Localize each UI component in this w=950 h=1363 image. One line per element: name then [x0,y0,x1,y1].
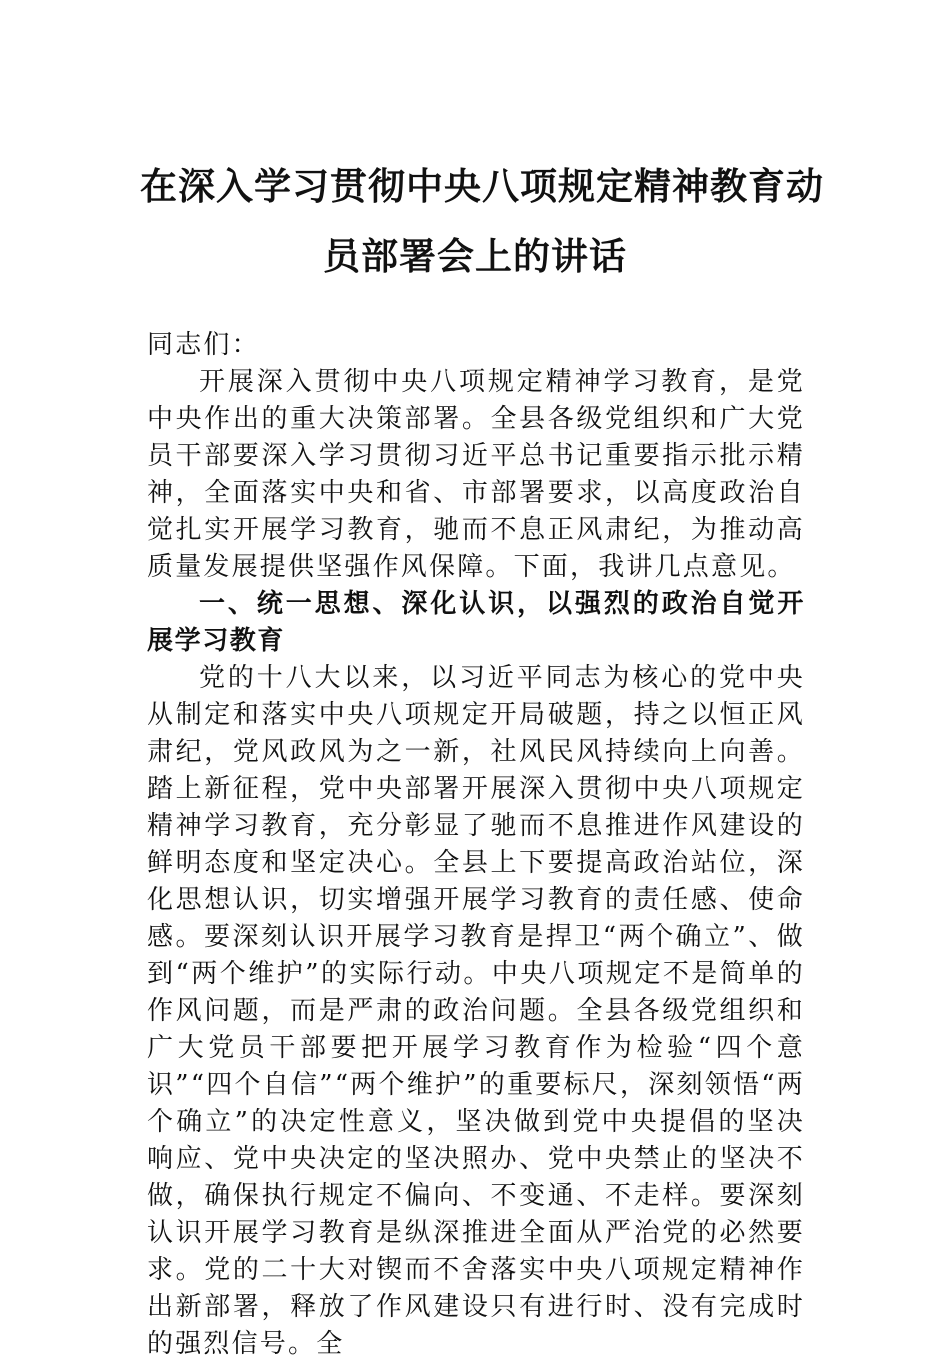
document-title-line-2: 员部署会上的讲话 [323,234,627,278]
salutation: 同志们： [147,330,260,360]
paragraph-section-1: 党的十八大以来，以习近平同志为核心的党中央从制定和落实中央八项规定开局破题，持之以恒正风肃纪，党风政风为之一新，社风民风持续向上向善。踏上新征程，党中央部署开展深入贯彻中央八项规定精神学习教育，充分彰显了驰而不息推进作风建设的鲜明态度和坚定决心。全县上下要提高政治站位，深化思想认识，切实增强开展学习教育的责任感、使命感。要深刻认识开展学习教育是捍卫“两个确立”、做到“两个维护”的实际行动。中央八项规定不是简单的作风问题，而是严肃的政治问题。全县各级党组织和广大党员干部要把开展学习教育作为检验“四个意识”“四个自信”“两个维护”的重要标尺，深刻领悟“两个确立”的决定性意义，坚决做到党中央提倡的坚决响应、党中央决定的坚决照办、党中央禁止的坚决不做，确保执行规定不偏向、不变通、不走样。要深刻认识开展学习教育是纵深推进全面从严治党的必然要求。党的二十大对锲而不舍落实中央八项规定精神作出新部署，释放了作风建设只有进行时、没有完成时的强烈信号。全 [147,663,805,1359]
paragraph-intro: 开展深入贯彻中央八项规定精神学习教育，是党中央作出的重大决策部署。全县各级党组织和广大党员干部要深入学习贯彻习近平总书记重要指示批示精神，全面落实中央和省、市部署要求，以高度政治自觉扎实开展学习教育，驰而不息正风肃纪，为推动高质量发展提供坚强作风保障。下面，我讲几点意见。 [147,367,805,582]
document-title-line-1: 在深入学习贯彻中央八项规定精神教育动 [140,164,824,208]
section-heading-1: 一、统一思想、深化认识，以强烈的政治自觉开展学习教育 [147,589,805,656]
document-body [147,327,805,1363]
